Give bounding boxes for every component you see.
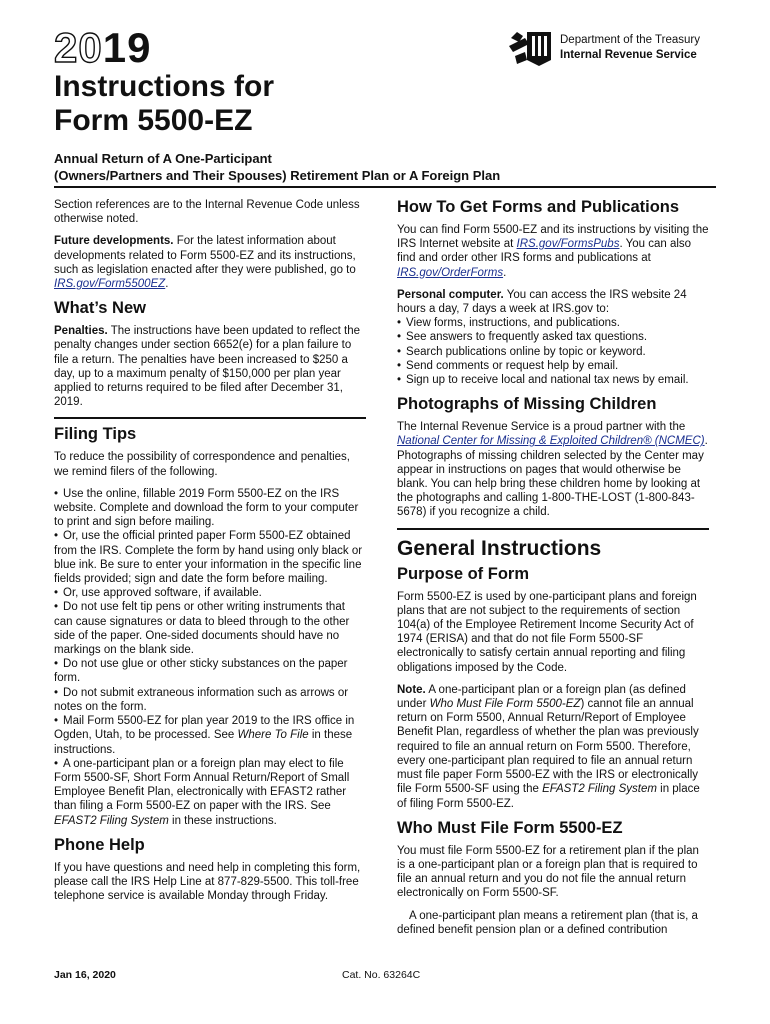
footer-cat-no: Cat. No. 63264C: [342, 969, 421, 981]
whats-new-heading: What’s New: [54, 299, 146, 318]
document-title: Instructions for Form 5500-EZ: [54, 70, 275, 137]
note-text: Note. A one-participant plan or a foreign plan (as defined under Who Must File Form 5500-EZ) cannot file an annual return on Form 5500, Annual Return/Report of Employee Benefit Plan, regardless of whether the plan was previously required to file an annual return on Form 5500. Therefore, every one-participant plan required to file an annual return must file paper Form 5500-EZ with the IRS or electronically file Form 5500-SF using the EFAST2 Filing System in place of filing Form 5500-EZ.: [397, 683, 700, 810]
left-column: [54, 198, 366, 911]
forms-heading: How To Get Forms and Publications: [397, 198, 680, 216]
list-item: • Or, use approved software, if available.: [54, 586, 366, 600]
list-item: • Do not use felt tip pens or other writing instruments that can cause signatures or data to bleed through to the other side of the paper. One-sided documents should have no markings on the blank side.: [54, 600, 366, 657]
list-item: • See answers to frequently asked tax questions.: [397, 330, 709, 344]
document-subtitle: Annual Return of A One-Participant (Owners/Partners and Their Spouses) Retirement Plan or A Foreign Plan: [54, 151, 501, 183]
list-item: • Sign up to receive local and national tax news by email.: [397, 373, 709, 387]
filing-tips-intro: To reduce the possibility of correspondence and penalties, we remind filers of the following.: [54, 451, 350, 478]
purpose-heading: Purpose of Form: [397, 564, 530, 583]
forms-text: You can find Form 5500-EZ and its instructions by visiting the IRS Internet website at IRS.gov/FormsPubs. You can also find and order other IRS forms and publications at IRS.gov/OrderForms.: [397, 224, 709, 279]
formspubs-link[interactable]: IRS.gov/FormsPubs: [516, 238, 620, 251]
list-item: • View forms, instructions, and publications.: [397, 316, 709, 330]
who-must-file-heading: Who Must File Form 5500-EZ: [397, 818, 623, 837]
ncmec-link[interactable]: National Center for Missing & Exploited Children® (NCMEC): [397, 435, 705, 448]
section-rule: [397, 528, 709, 530]
list-item: • Do not use glue or other sticky substances on the paper form.: [54, 657, 366, 685]
footer-date: Jan 16, 2020: [54, 969, 116, 981]
list-item: • Or, use the official printed paper Form 5500-EZ obtained from the IRS. Complete the form by hand using only black or blue ink. Be sure to enter your information in the specific line fields provided; sign and date the form before mailing.: [54, 529, 366, 586]
future-developments: Future developments. For the latest information about developments related to Form 5500-EZ and its instructions, such as legislation enacted after they were published, go to IRS.gov/Form5500EZ.: [54, 235, 356, 291]
list-item: • Search publications online by topic or keyword.: [397, 345, 709, 359]
purpose-text: Form 5500-EZ is used by one-participant plans and foreign plans that are not subject to the requirements of section 104(a) of the Employee Retirement Income Security Act of 1974 (ERISA) and that do not file Form 5500-SF electronically to satisfy certain annual reporting and filing obligations imposed by the Code.: [397, 590, 697, 674]
photos-heading: Photographs of Missing Children: [397, 395, 657, 414]
filing-tips-list: [54, 487, 366, 828]
photos-text: The Internal Revenue Service is a proud partner with the National Center for Missing & Exploited Children® (NCMEC). Photographs of missing children selected by the Center may appear in instructions on pages that would otherwise be blank. You can help bring these children home by looking at the photographs and calling 1-800-THE-LOST (1-800-843-5678) if you recognize a child.: [397, 421, 708, 519]
section-rule: [54, 417, 366, 419]
personal-computer-text: Personal computer. You can access the IRS website 24 hours a day, 7 days a week at IRS.gov to:: [397, 288, 687, 316]
agency-block: Department of the Treasury Internal Revenue Service: [560, 34, 700, 61]
list-item: • A one-participant plan or a foreign plan may elect to file Form 5500-SF, Short Form Annual Return/Report of Small Employee Benefit Plan, electronically with EFAST2 rather than filing a Form 5500-EZ on paper with the IRS. See EFAST2 Filing System in these instructions.: [54, 757, 366, 828]
penalties-text: Penalties. The instructions have been updated to reflect the penalty changes under section 6652(e) for a plan failure to file a return. The penalties have been increased to $250 a day, up to a maximum penalty of $150,000 per plan year applied to returns required to be filed after December 31, 2019.: [54, 325, 361, 409]
irs-eagle-logo-icon: [505, 26, 555, 70]
list-item: • Use the online, fillable 2019 Form 5500-EZ on the IRS website. Complete and download the form to your computer to print and sign before mailing.: [54, 487, 366, 530]
orderforms-link[interactable]: IRS.gov/OrderForms: [397, 266, 504, 279]
pc-list: [397, 316, 709, 387]
header-rule: [54, 186, 716, 188]
form-year: 2019: [54, 24, 152, 71]
intro-text: Section references are to the Internal Revenue Code unless otherwise noted.: [54, 199, 360, 226]
phone-help-heading: Phone Help: [54, 835, 145, 854]
form5500ez-link[interactable]: IRS.gov/Form5500EZ: [54, 278, 166, 291]
phone-help-text: If you have questions and need help in completing this form, please call the IRS Help Line at 877-829-5500. This toll-free telephone service is available Monday through Friday.: [54, 861, 361, 903]
list-item: • Mail Form 5500-EZ for plan year 2019 to the IRS office in Ogden, Utah, to be processed. See Where To File in these instructions.: [54, 714, 366, 757]
general-instructions-heading: General Instructions: [397, 536, 602, 560]
list-item: • Send comments or request help by email.: [397, 359, 709, 373]
who-must-file-text: You must file Form 5500-EZ for a retirement plan if the plan is a one-participant plan or a foreign plan that is required to file an annual return and you do not file the annual return electronically on Form 5500-SF.: [397, 844, 699, 900]
filing-tips-heading: Filing Tips: [54, 425, 137, 444]
one-participant-definition: A one-participant plan means a retirement plan (that is, a defined benefit pension plan or a defined contribution: [397, 909, 698, 936]
list-item: • Do not submit extraneous information such as arrows or notes on the form.: [54, 686, 366, 714]
right-column: [397, 198, 709, 945]
